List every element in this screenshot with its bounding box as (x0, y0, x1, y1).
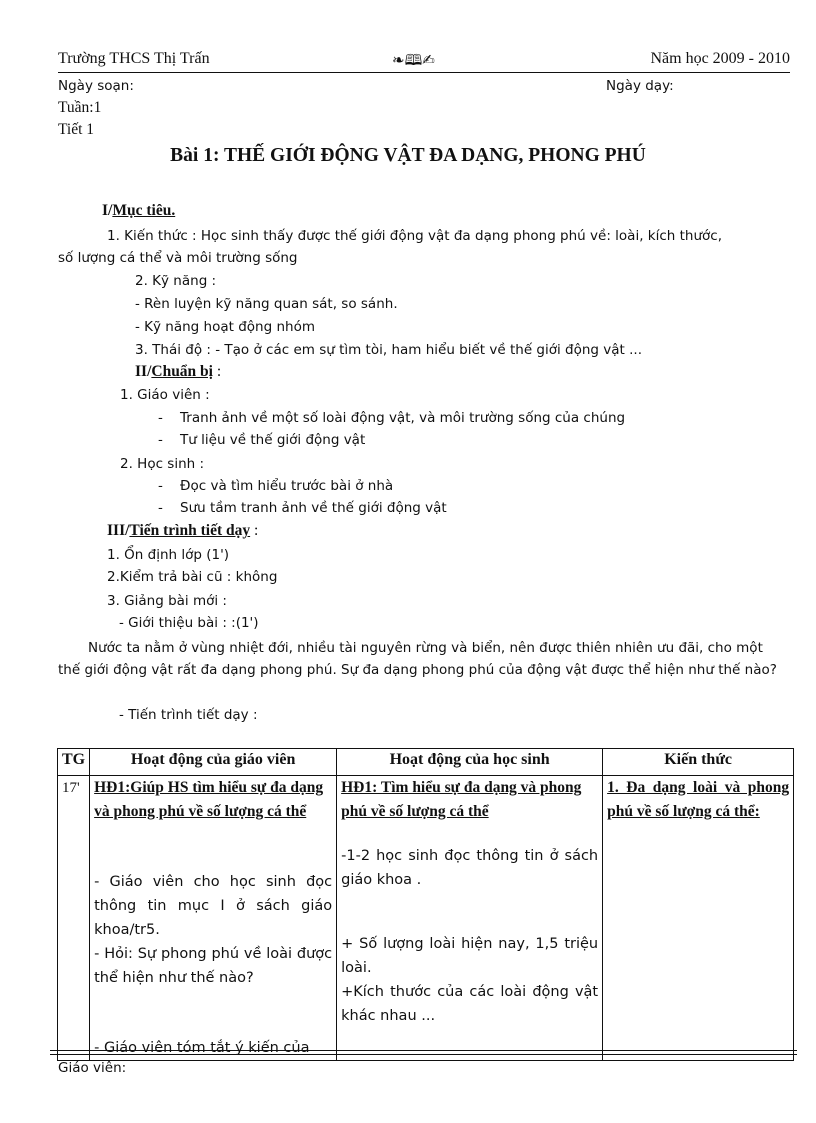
ky-nang-a: - Rèn luyện kỹ năng quan sát, so sánh. (135, 296, 398, 312)
cell-hs (337, 776, 603, 1061)
gv-item-a: - Tranh ảnh về một số loài động vật, và môi trường sống của chúng (158, 410, 626, 426)
cell-gv (90, 776, 337, 1061)
thai-do: 3. Thái độ : - Tạo ở các em sự tìm tòi, ham hiểu biết về thế giới động vật ... (135, 342, 643, 358)
ornament-icon: ❧🕮✍ (392, 51, 435, 69)
kien-thuc-line2: số lượng cá thể và môi trường sống (58, 250, 298, 266)
hoc-sinh-label: 2. Học sinh : (120, 456, 205, 472)
on-dinh-lop: 1. Ổn định lớp (1') (107, 547, 230, 563)
ngay-day: Ngày dạy: (606, 78, 674, 94)
lesson-table (57, 748, 794, 1061)
tg-value: 17' (62, 780, 80, 796)
footer-divider (50, 1050, 797, 1055)
gv-line-3: - Giáo viên tóm tắt ý kiến của (94, 1040, 310, 1056)
gv-item-b: - Tư liệu về thế giới động vật (158, 432, 366, 448)
page-header (58, 50, 790, 73)
gioi-thieu-bai: - Giới thiệu bài : :(1') (119, 615, 259, 631)
ky-nang: 2. Kỹ năng : (135, 273, 217, 289)
col-header-hs: Hoạt động của học sinh (337, 749, 603, 776)
ngay-soan: Ngày soạn: (58, 78, 134, 94)
tuan: Tuần:1 (58, 99, 102, 116)
giang-bai-moi: 3. Giảng bài mới : (107, 593, 227, 609)
giao-vien-label: 1. Giáo viên : (120, 387, 210, 403)
intro-paragraph: Nước ta nằm ở vùng nhiệt đới, nhiều tài nguyên rừng và biển, nên được thiên nhiên ưu đãi, cho một thế giới động vật rất đa dạng phong phú. Sự đa dạng phong phú của động vật được thể hiện như thế nào? (58, 640, 777, 678)
col-header-gv: Hoạt động của giáo viên (90, 749, 337, 776)
gv-activity-title: HĐ1:Giúp HS tìm hiểu sự đa dạng và phong phú về số lượng cá thể (94, 779, 324, 820)
hs-item-b: - Sưu tầm tranh ảnh về thế giới động vật (158, 500, 447, 516)
cell-kt (603, 776, 794, 1061)
kiem-tra-bai-cu: 2.Kiểm trả bài cũ : không (107, 569, 278, 585)
section3-heading: III/Tiến trình tiết dạy : (107, 522, 259, 539)
kien-thuc-line1: 1. Kiến thức : Học sinh thấy được thế giới động vật đa dạng phong phú về: loài, kích thước, (107, 228, 722, 244)
footer-giao-vien: Giáo viên: (58, 1060, 127, 1076)
page-title: Bài 1: THẾ GIỚI ĐỘNG VẬT ĐA DẠNG, PHONG PHÚ (170, 145, 646, 166)
kt-title: 1. Đa dạng loài và phong phú về số lượng cá thể: (607, 779, 790, 820)
tiet: Tiết 1 (58, 121, 95, 138)
hs-item-a: - Đọc và tìm hiểu trước bài ở nhà (158, 478, 394, 494)
section1-heading: I/Mục tiêu. (102, 202, 176, 219)
gv-line-1: - Giáo viên cho học sinh đọc thông tin mục I ở sách giáo khoa/tr5. (94, 874, 333, 938)
school-name: Trường THCS Thị Trấn (58, 50, 210, 67)
hs-activity-title: HĐ1: Tìm hiểu sự đa dạng và phong phú về số lượng cá thể (341, 779, 582, 820)
ky-nang-b: - Kỹ năng hoạt động nhóm (135, 319, 315, 335)
school-year: Năm học 2009 - 2010 (650, 50, 790, 67)
table-row (58, 776, 794, 1061)
tien-trinh-tiet-day: - Tiến trình tiết dạy : (119, 707, 258, 723)
gv-line-2: - Hỏi: Sự phong phú về loài được thể hiện như thế nào? (94, 946, 333, 986)
section2-heading: II/Chuẩn bị : (135, 363, 222, 380)
hs-line-1: -1-2 học sinh đọc thông tin ở sách giáo khoa . (341, 848, 599, 888)
col-header-kt: Kiến thức (603, 749, 794, 776)
table-header-row (58, 749, 794, 776)
hs-line-2: + Số lượng loài hiện nay, 1,5 triệu loài. (341, 936, 599, 976)
hs-line-3: +Kích thước của các loài động vật khác nhau ... (341, 984, 599, 1024)
cell-tg (58, 776, 90, 1061)
col-header-tg: TG (58, 749, 90, 776)
